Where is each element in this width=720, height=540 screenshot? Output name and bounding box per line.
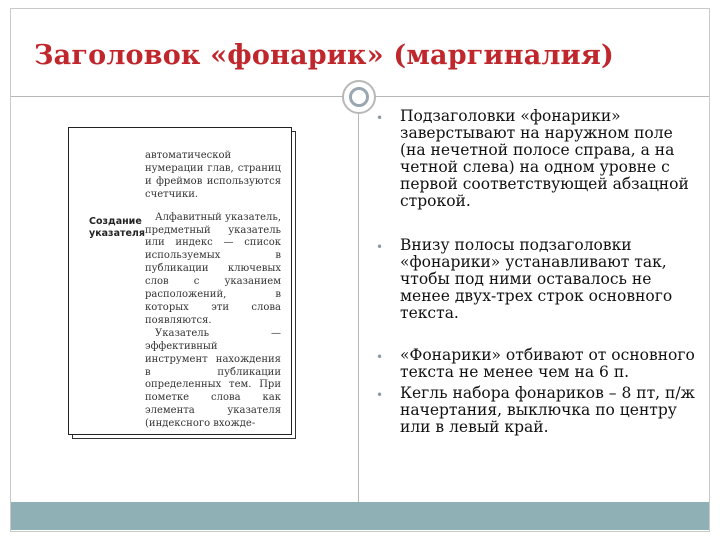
bullet-list — [376, 100, 696, 436]
bullet-dot-icon: • — [376, 111, 384, 125]
bullet-dot-icon: • — [376, 350, 384, 364]
footer-bar — [11, 502, 709, 530]
bullet-dot-icon: • — [376, 240, 384, 254]
bullet-item-3 — [376, 347, 696, 381]
bullet-text-1: Подзаголовки «фонарики» заверстывают на наружном поле (на нечетной полосе справа, а на четной слева) на одном уровне с первой соответствующей абзацной строкой. — [400, 107, 689, 210]
page-paragraph-1: автоматической нумерации глав, страниц и фреймов используются счетчики. — [145, 150, 281, 200]
bullet-item-1 — [376, 108, 696, 210]
bullet-dot-icon: • — [376, 388, 384, 402]
bullet-text-2: Внизу полосы подзаголовки «фонарики» устанавливают так, чтобы под ними оставалось не менее двух-трех строк основного текста. — [400, 236, 673, 322]
bullet-item-2 — [376, 237, 696, 322]
lantern-heading — [89, 216, 145, 240]
lantern-line-1: Создание — [89, 216, 142, 227]
circle-ornament-icon — [342, 80, 376, 114]
example-page — [68, 127, 296, 439]
bullet-text-4: Кегль набора фонариков – 8 пт, п/ж начертания, выключка по центру или в левый край. — [400, 384, 695, 436]
bullet-text-3: «Фонарики» отбивают от основного текста не менее чем на 6 п. — [400, 346, 695, 381]
page-paragraph-2: Алфавитный указатель, предметный указатель или индекс — список используемых в публикации ключевых слов с указанием расположений, в которых эти слова появляются. — [145, 211, 281, 326]
bullet-item-4 — [376, 385, 696, 436]
column-divider — [358, 97, 359, 502]
slide-title: Заголовок «фонарик» (маргиналия) — [34, 40, 615, 71]
page-paragraph-3: Указатель — эффективный инструмент нахождения в публикации определенных тем. При пометке слова как элемента указателя (индексного вхожде- — [145, 327, 281, 430]
page-sheet — [68, 127, 292, 435]
page-body-text — [145, 150, 281, 431]
lantern-line-2: указателя — [89, 228, 145, 239]
circle-ornament-inner — [349, 87, 369, 107]
